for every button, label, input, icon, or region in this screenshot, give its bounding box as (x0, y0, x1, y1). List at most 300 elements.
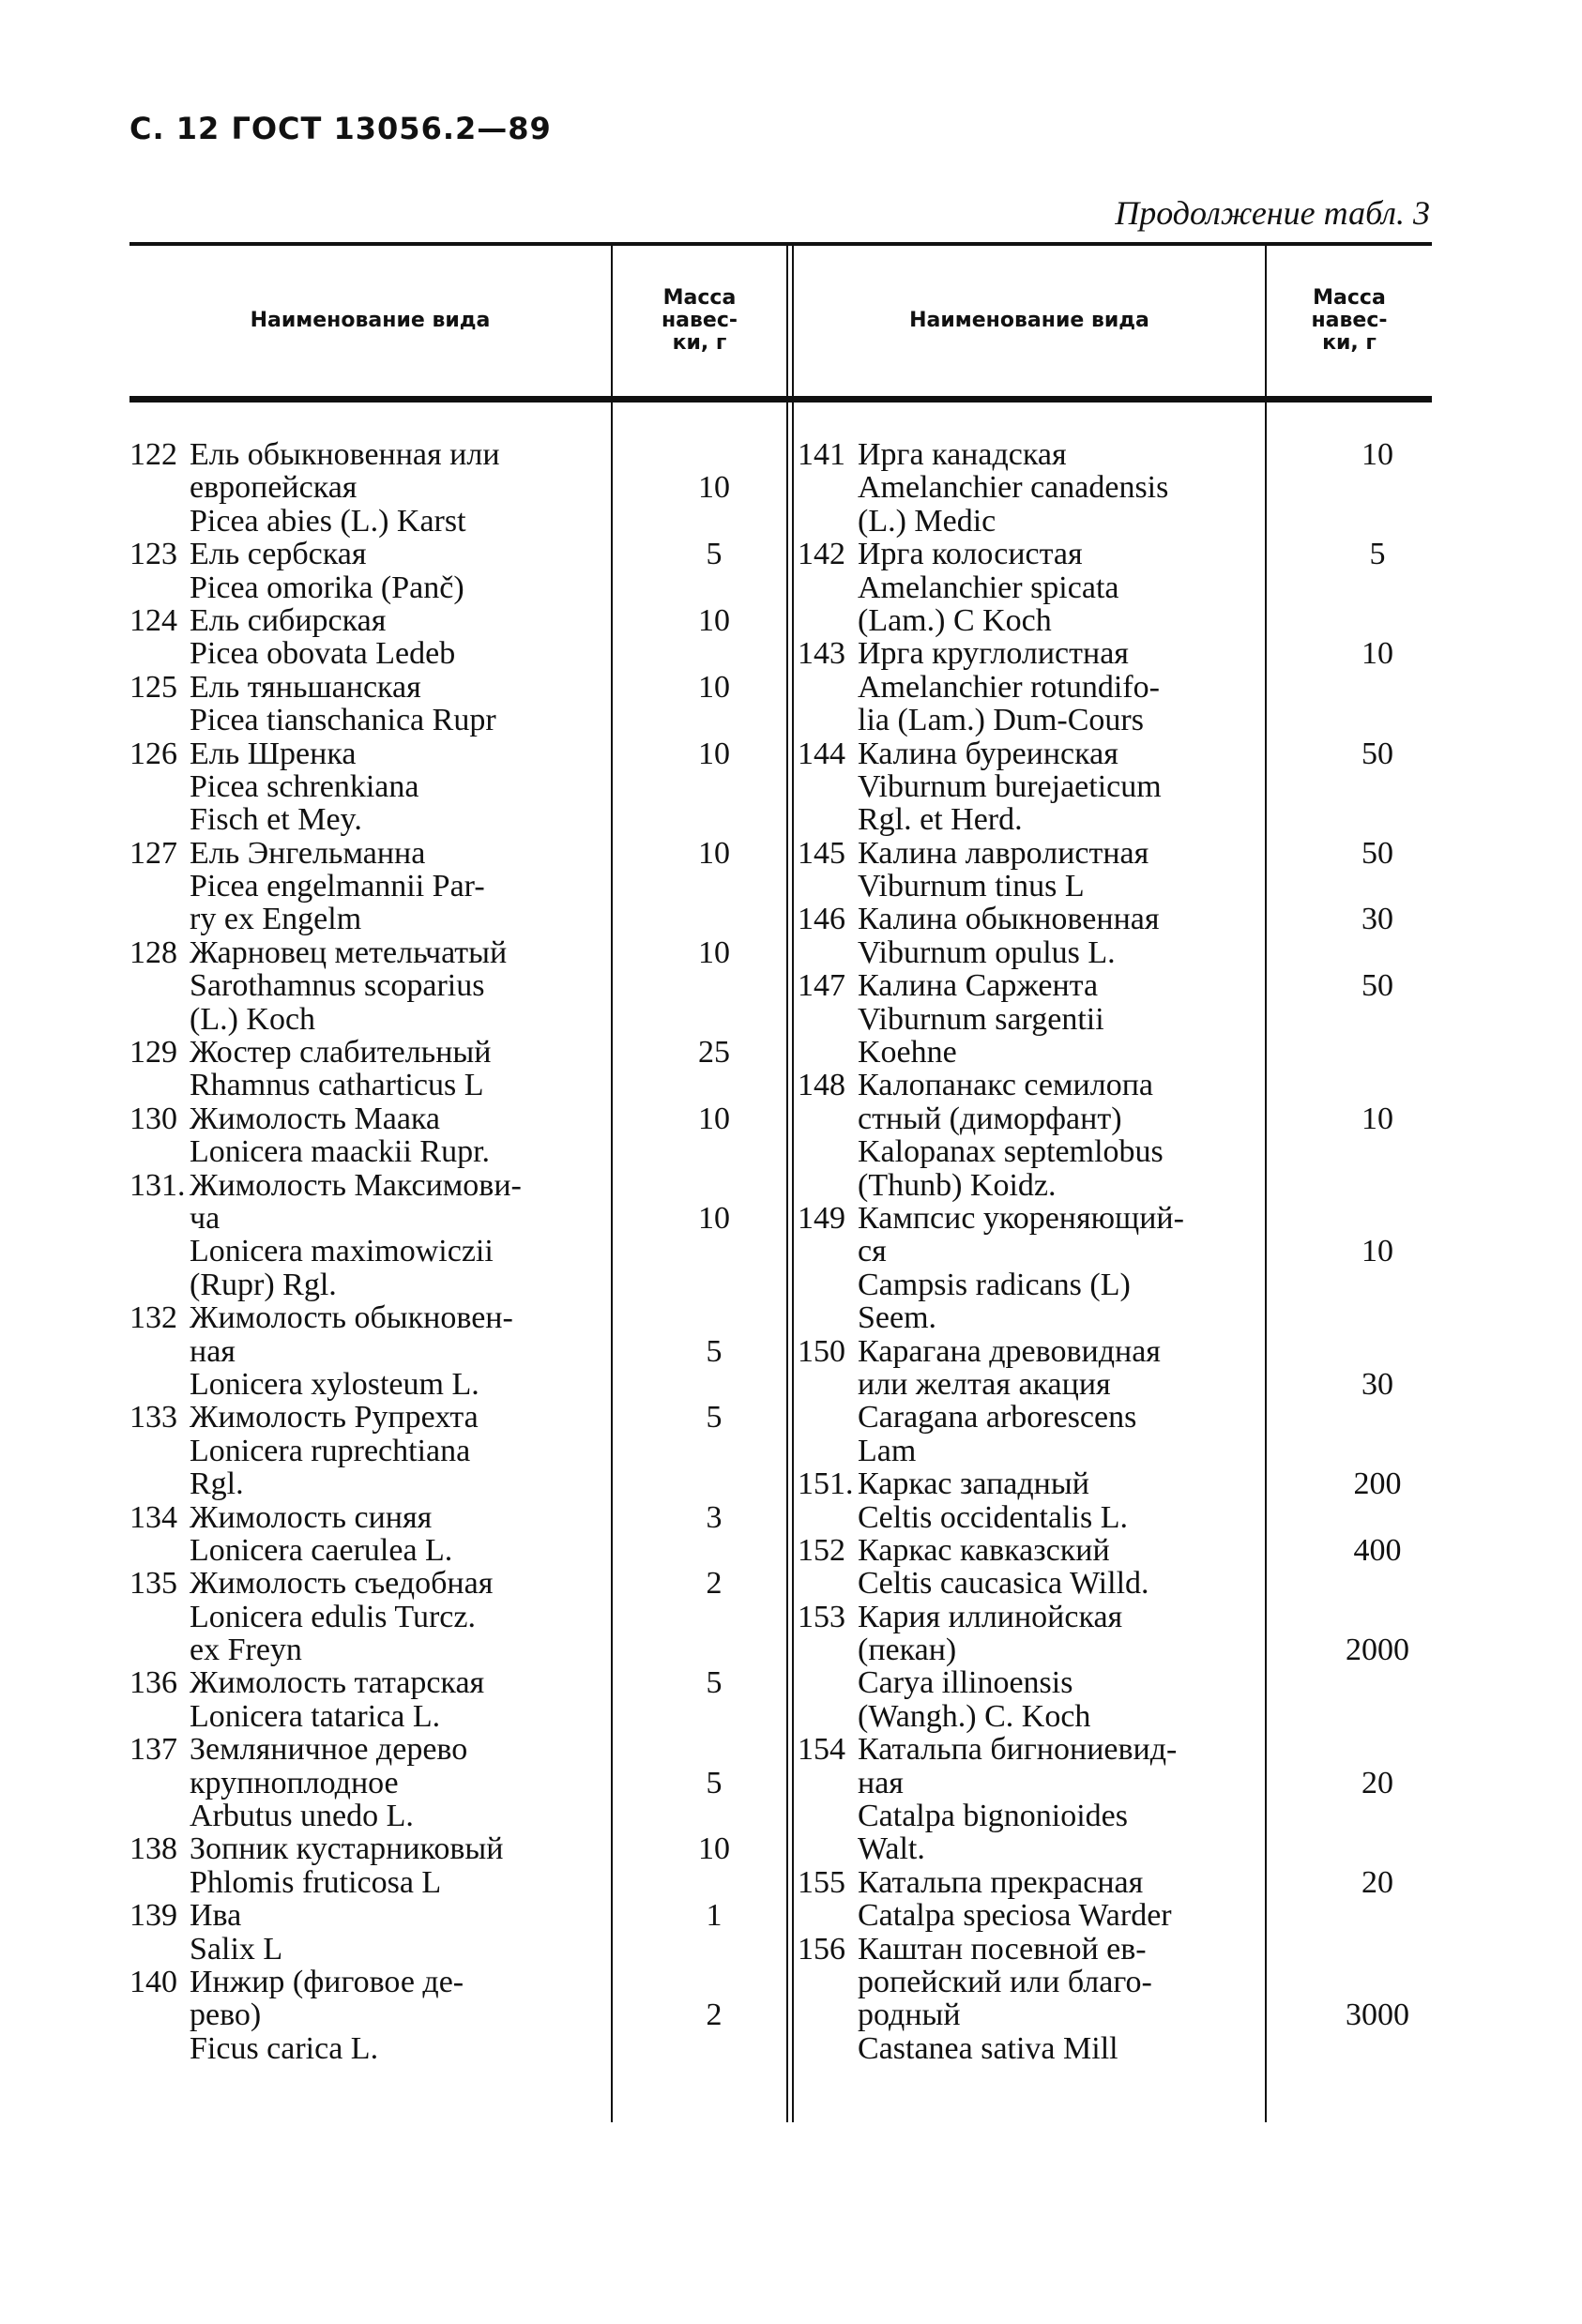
species-name-line: Инжир (фиговое де- (190, 1964, 464, 1999)
species-name (190, 438, 646, 538)
entry-number: 137 (129, 1732, 177, 1768)
species-name (858, 1069, 1308, 1202)
entry-mass (661, 1567, 768, 1666)
species-name-line: Rhamnus catharticus L (190, 1068, 484, 1103)
species-name-line: Walt. (858, 1831, 925, 1867)
species-name-line: Земляничное дерево (190, 1732, 468, 1768)
mass-header-line: Масса (1313, 286, 1386, 310)
mass-header-line: ки, г (672, 331, 727, 355)
species-name-line: Picea omorika (Panč) (190, 570, 464, 605)
mass-value: 5 (706, 537, 723, 572)
table-header-rule (129, 396, 1432, 403)
entry-number: 124 (129, 602, 177, 638)
species-name (190, 1301, 646, 1401)
species-name-line: Viburnum tinus L (858, 869, 1085, 904)
species-entry (798, 737, 1432, 837)
entry-number: 154 (798, 1732, 845, 1768)
entry-mass (661, 1501, 768, 1568)
species-entry (798, 969, 1432, 1069)
species-name-line: Катальпа бигнониевид- (858, 1732, 1178, 1768)
species-name-line: Picea tianschanica Rupr (190, 703, 496, 738)
species-name-line: Калина Саржента (858, 968, 1099, 1004)
species-name-line: Катальпа прекрасная (858, 1864, 1144, 1900)
mass-spacer (1323, 1933, 1432, 1966)
mass-value: 2 (706, 1997, 723, 2033)
species-name-line: ry ex Engelm (190, 902, 362, 937)
species-name-line: Campsis radicans (L) (858, 1267, 1131, 1302)
entry-mass (1323, 1733, 1432, 1866)
mass-value: 50 (1361, 736, 1393, 771)
species-name-line: Lonicera edulis Turcz. (190, 1599, 476, 1634)
species-name-line: Калина лавролистная (858, 835, 1149, 871)
species-name (190, 671, 646, 737)
species-name-line: Ирга канадская (858, 437, 1067, 472)
mass-value: 5 (706, 1333, 723, 1369)
entry-mass (1323, 737, 1432, 837)
species-name (858, 969, 1308, 1069)
species-name (190, 1501, 646, 1568)
entry-mass (661, 538, 768, 604)
mass-value: 5 (706, 1400, 723, 1435)
entry-number: 133 (129, 1400, 177, 1435)
entry-mass (1323, 637, 1432, 737)
species-name (858, 1335, 1308, 1468)
species-name (858, 837, 1308, 904)
species-entry (798, 1534, 1432, 1601)
species-entry (129, 1501, 768, 1568)
mass-spacer (1323, 1202, 1432, 1235)
entry-number: 148 (798, 1068, 845, 1103)
mass-value: 10 (698, 470, 730, 506)
species-name-line: Жостер слабительный (190, 1035, 492, 1071)
entry-number: 146 (798, 902, 845, 937)
entry-number: 135 (129, 1566, 177, 1602)
species-entry (129, 1899, 768, 1966)
entry-number: 127 (129, 835, 177, 871)
table-continuation-label: Продолжение табл. 3 (1115, 194, 1430, 232)
mass-header-line: навес- (1311, 309, 1388, 332)
species-name-line: lia (Lam.) Dum-Cours (858, 703, 1144, 738)
species-name-line: (Rupr) Rgl. (190, 1267, 337, 1302)
species-name (190, 837, 646, 936)
entry-mass (1323, 1202, 1432, 1335)
mass-value: 5 (706, 1765, 723, 1800)
species-name-line: ся (858, 1234, 887, 1269)
species-entry (798, 1467, 1432, 1534)
entry-mass (661, 1036, 768, 1102)
species-entry (798, 837, 1432, 904)
species-entry (798, 1733, 1432, 1866)
species-name (858, 438, 1308, 538)
species-entry (798, 1069, 1432, 1202)
species-name-line: Koehne (858, 1035, 957, 1071)
species-name-line: европейская (190, 470, 357, 506)
entry-mass (661, 1102, 768, 1169)
species-name (190, 1666, 646, 1733)
mass-value: 2 (706, 1566, 723, 1602)
mass-value: 20 (1361, 1765, 1393, 1800)
species-name (858, 1866, 1308, 1933)
species-name-line: Жимолость синяя (190, 1499, 433, 1535)
entry-mass (661, 1401, 768, 1500)
species-name-line: Catalpa speciosa Warder (858, 1898, 1172, 1934)
species-name-line: стный (диморфант) (858, 1101, 1122, 1136)
species-name (858, 1202, 1308, 1335)
mass-spacer (661, 1301, 768, 1334)
mass-value: 10 (698, 602, 730, 638)
mass-value: 10 (1361, 437, 1393, 472)
species-name-line: (пекан) (858, 1633, 957, 1668)
species-entry (129, 1733, 768, 1832)
species-name-line: Amelanchier spicata (858, 570, 1119, 605)
column-divider (792, 246, 794, 2122)
species-name-line: Lonicera xylosteum L. (190, 1366, 479, 1402)
mass-value: 10 (698, 669, 730, 705)
column-header-name-left: Наименование вида (250, 309, 491, 332)
entry-mass (661, 737, 768, 837)
entry-number: 150 (798, 1333, 845, 1369)
mass-value: 3000 (1346, 1997, 1409, 2033)
species-name (858, 1534, 1308, 1601)
mass-value: 10 (1361, 1234, 1393, 1269)
mass-value: 10 (1361, 1101, 1393, 1136)
species-name-line: Ель обыкновенная или (190, 437, 500, 472)
mass-value: 3 (706, 1499, 723, 1535)
species-name (190, 1036, 646, 1102)
species-name-line: Lam (858, 1433, 917, 1468)
species-name (190, 737, 646, 837)
species-name (190, 1966, 646, 2065)
species-name-line: Lonicera ruprechtiana (190, 1433, 471, 1468)
mass-header-line: Масса (662, 286, 737, 310)
entry-number: 123 (129, 537, 177, 572)
mass-value: 30 (1361, 902, 1393, 937)
species-name-line: Lonicera maackii Rupr. (190, 1134, 491, 1170)
species-name-line: ная (190, 1333, 236, 1369)
entry-mass (1323, 438, 1432, 538)
species-name (190, 1567, 646, 1666)
mass-value: 30 (1361, 1366, 1393, 1402)
entry-number: 149 (798, 1200, 845, 1236)
species-name-line: Жимолость Рупрехта (190, 1400, 479, 1435)
species-name (190, 1102, 646, 1169)
entry-number: 153 (798, 1599, 845, 1634)
species-name-line: родный (858, 1997, 961, 2033)
species-name-line: Viburnum sargentii (858, 1001, 1104, 1037)
column-header-name-right: Наименование вида (909, 309, 1149, 332)
species-name-line: Жимолость Маака (190, 1101, 441, 1136)
species-entry (129, 1966, 768, 2065)
species-name-line: Arbutus unedo L. (190, 1799, 414, 1834)
species-name (858, 538, 1308, 637)
species-name-line: Каштан посевной ев- (858, 1931, 1147, 1967)
mass-spacer (661, 1966, 768, 1998)
species-name-line: Kalopanax septemlobus (858, 1134, 1164, 1170)
species-name (858, 1467, 1308, 1534)
species-name (190, 538, 646, 604)
column-header-mass-left (613, 246, 786, 396)
species-name-line: Жимолость съедобная (190, 1566, 494, 1602)
entry-number: 142 (798, 537, 845, 572)
species-name (190, 604, 646, 671)
entry-number: 128 (129, 934, 177, 970)
entry-number: 130 (129, 1101, 177, 1136)
species-name-line: Castanea sativa Mill (858, 2030, 1118, 2066)
species-name (190, 1899, 646, 1966)
mass-spacer (1323, 1966, 1432, 1998)
mass-value: 1 (706, 1898, 723, 1934)
entry-mass (1323, 837, 1432, 904)
species-name-line: или желтая акация (858, 1366, 1111, 1402)
mass-spacer (1323, 1069, 1432, 1101)
entry-number: 134 (129, 1499, 177, 1535)
species-name-line: Кампсис укореняющий- (858, 1200, 1184, 1236)
species-entry (129, 1301, 768, 1401)
species-name-line: Viburnum burejaeticum (858, 768, 1162, 804)
species-list-right (798, 438, 1432, 2065)
species-name-line: Жимолость Максимови- (190, 1167, 522, 1203)
mass-value: 10 (698, 1831, 730, 1867)
entry-mass (1323, 1534, 1432, 1601)
species-name-line: Ель Энгельманна (190, 835, 426, 871)
entry-number: 132 (129, 1300, 177, 1336)
entry-mass (661, 671, 768, 737)
species-entry (798, 1933, 1432, 2066)
entry-number: 147 (798, 968, 845, 1004)
column-divider (786, 246, 788, 2122)
species-name (190, 1832, 646, 1899)
mass-value: 5 (1369, 537, 1386, 572)
entry-number: 126 (129, 736, 177, 771)
species-name-line: Amelanchier canadensis (858, 470, 1169, 506)
mass-value: 200 (1353, 1466, 1402, 1502)
species-name-line: Каркас западный (858, 1466, 1089, 1502)
species-name-line: (Lam.) C Koch (858, 602, 1052, 638)
mass-spacer (1323, 1733, 1432, 1766)
species-name-line: Picea obovata Ledeb (190, 636, 456, 672)
mass-spacer (661, 1169, 768, 1202)
entry-number: 155 (798, 1864, 845, 1900)
species-name (858, 903, 1308, 969)
mass-value: 20 (1361, 1864, 1393, 1900)
mass-spacer (661, 438, 768, 471)
mass-header-line: навес- (661, 309, 738, 332)
species-entry (129, 604, 768, 671)
entry-mass (661, 837, 768, 936)
entry-number: 143 (798, 636, 845, 672)
species-entry (129, 538, 768, 604)
entry-mass (661, 1966, 768, 2065)
species-name-line: (L.) Medic (858, 503, 996, 539)
mass-value: 10 (1361, 636, 1393, 672)
species-name (190, 1733, 646, 1832)
species-name-line: крупноплодное (190, 1765, 399, 1800)
entry-mass (1323, 1467, 1432, 1534)
mass-value: 400 (1353, 1532, 1402, 1568)
species-name-line: Amelanchier rotundifo- (858, 669, 1160, 705)
species-entry (798, 1866, 1432, 1933)
species-entry (129, 1036, 768, 1102)
species-entry (798, 903, 1432, 969)
entry-mass (1323, 1335, 1432, 1468)
species-name-line: ропейский или благо- (858, 1964, 1152, 1999)
species-name-line: Жимолость татарская (190, 1665, 485, 1701)
species-name-line: ная (858, 1765, 904, 1800)
entry-number: 122 (129, 437, 177, 472)
entry-number: 138 (129, 1831, 177, 1867)
species-entry (129, 936, 768, 1036)
mass-value: 50 (1361, 835, 1393, 871)
entry-number: 139 (129, 1898, 177, 1934)
species-name-line: (Thunb) Koidz. (858, 1167, 1057, 1203)
mass-value: 50 (1361, 968, 1393, 1004)
entry-mass (661, 936, 768, 1036)
entry-mass (1323, 1933, 1432, 2066)
entry-mass (1323, 538, 1432, 637)
mass-value: 2000 (1346, 1633, 1409, 1668)
mass-value: 10 (698, 1200, 730, 1236)
mass-spacer (1323, 1601, 1432, 1633)
species-name-line: Celtis occidentalis L. (858, 1499, 1128, 1535)
species-entry (129, 671, 768, 737)
entry-number: 136 (129, 1665, 177, 1701)
entry-mass (661, 1169, 768, 1302)
species-name-line: Жимолость обыкновен- (190, 1300, 513, 1336)
species-name-line: Sarothamnus scoparius (190, 968, 485, 1004)
entry-mass (661, 1666, 768, 1733)
species-name-line: Lonicera caerulea L. (190, 1532, 453, 1568)
species-entry (129, 1567, 768, 1666)
species-name-line: Ель сербская (190, 537, 367, 572)
entry-number: 129 (129, 1035, 177, 1071)
entry-number: 140 (129, 1964, 177, 1999)
species-name (190, 1169, 646, 1302)
species-name-line: (Wangh.) C. Koch (858, 1698, 1091, 1734)
entry-number: 144 (798, 736, 845, 771)
entry-mass (661, 1301, 768, 1401)
species-name-line: Lonicera tatarica L. (190, 1698, 441, 1734)
entry-number: 152 (798, 1532, 845, 1568)
species-name-line: Viburnum opulus L. (858, 934, 1116, 970)
species-name-line: Picea abies (L.) Karst (190, 503, 466, 539)
species-entry (798, 1335, 1432, 1468)
species-entry (798, 637, 1432, 737)
species-entry (129, 737, 768, 837)
species-entry (129, 1102, 768, 1169)
species-name-line: Карагана древовидная (858, 1333, 1161, 1369)
species-name-line: Калина буреинская (858, 736, 1118, 771)
species-name-line: Жарновец метельчатый (190, 934, 508, 970)
mass-spacer (1323, 1335, 1432, 1368)
entry-number: 131. (129, 1167, 186, 1203)
mass-value: 10 (698, 835, 730, 871)
species-name-line: Ирга круглолистная (858, 636, 1129, 672)
entry-mass (1323, 1069, 1432, 1202)
entry-mass (1323, 1866, 1432, 1933)
entry-number: 125 (129, 669, 177, 705)
species-list-left (129, 438, 768, 2065)
species-name-line: Picea schrenkiana (190, 768, 419, 804)
species-name-line: Калопанакс семилопа (858, 1068, 1153, 1103)
page-header-left: С. 12 ГОСТ 13056.2—89 (129, 111, 552, 146)
species-entry (129, 1666, 768, 1733)
entry-mass (1323, 903, 1432, 969)
species-name-line: Каркас кавказский (858, 1532, 1110, 1568)
mass-header-line: ки, г (1322, 331, 1377, 355)
species-name-line: Rgl. (190, 1466, 244, 1502)
species-entry (129, 837, 768, 936)
mass-value: 5 (706, 1665, 723, 1701)
species-name-line: Ель Шренка (190, 736, 357, 771)
species-entry (798, 1601, 1432, 1734)
species-entry (798, 538, 1432, 637)
species-entry (129, 1169, 768, 1302)
species-name (190, 1401, 646, 1500)
species-name-line: Ель тяньшанская (190, 669, 421, 705)
species-name-line: Salix L (190, 1931, 283, 1967)
species-name-line: Picea engelmannii Par- (190, 869, 485, 904)
species-name-line: Ficus carica L. (190, 2030, 379, 2066)
species-name (190, 936, 646, 1036)
species-name-line: рево) (190, 1997, 262, 2033)
species-name-line: Seem. (858, 1300, 937, 1336)
species-entry (129, 438, 768, 538)
species-name-line: Rgl. et Herd. (858, 802, 1023, 838)
entry-mass (661, 604, 768, 671)
entry-mass (661, 1733, 768, 1832)
species-name-line: Ель сибирская (190, 602, 387, 638)
species-name-line: Калина обыкновенная (858, 902, 1160, 937)
species-name-line: Кария иллинойская (858, 1599, 1123, 1634)
mass-value: 25 (698, 1035, 730, 1071)
species-name-line: Celtis caucasica Willd. (858, 1566, 1149, 1602)
entry-number: 141 (798, 437, 845, 472)
species-name-line: Ива (190, 1898, 242, 1934)
species-name (858, 1601, 1308, 1734)
species-name-line: Catalpa bignonioides (858, 1799, 1129, 1834)
species-name-line: Caragana arborescens (858, 1400, 1137, 1435)
species-name (858, 737, 1308, 837)
species-entry (129, 1832, 768, 1899)
column-header-mass-right (1267, 246, 1432, 396)
species-name (858, 1733, 1308, 1866)
entry-mass (661, 438, 768, 538)
species-name (858, 637, 1308, 737)
species-name-line: Зопник кустарниковый (190, 1831, 504, 1867)
mass-value: 10 (698, 1101, 730, 1136)
entry-number: 151. (798, 1466, 854, 1502)
species-name-line: Phlomis fruticosa L (190, 1864, 442, 1900)
species-name-line: Lonicera maximowiczii (190, 1234, 494, 1269)
species-entry (798, 438, 1432, 538)
entry-number: 145 (798, 835, 845, 871)
species-entry (798, 1202, 1432, 1335)
mass-spacer (661, 1733, 768, 1766)
species-name-line: ex Freyn (190, 1633, 302, 1668)
species-name-line: Fisch et Mey. (190, 802, 362, 838)
species-name (858, 1933, 1308, 2066)
entry-mass (1323, 969, 1432, 1069)
entry-mass (661, 1899, 768, 1966)
species-name-line: Ирга колосистая (858, 537, 1083, 572)
entry-mass (1323, 1601, 1432, 1734)
entry-number: 156 (798, 1931, 845, 1967)
mass-value: 10 (698, 736, 730, 771)
species-entry (129, 1401, 768, 1500)
species-name-line: Carya illinoensis (858, 1665, 1073, 1701)
species-name-line: (L.) Koch (190, 1001, 316, 1037)
entry-mass (661, 1832, 768, 1899)
